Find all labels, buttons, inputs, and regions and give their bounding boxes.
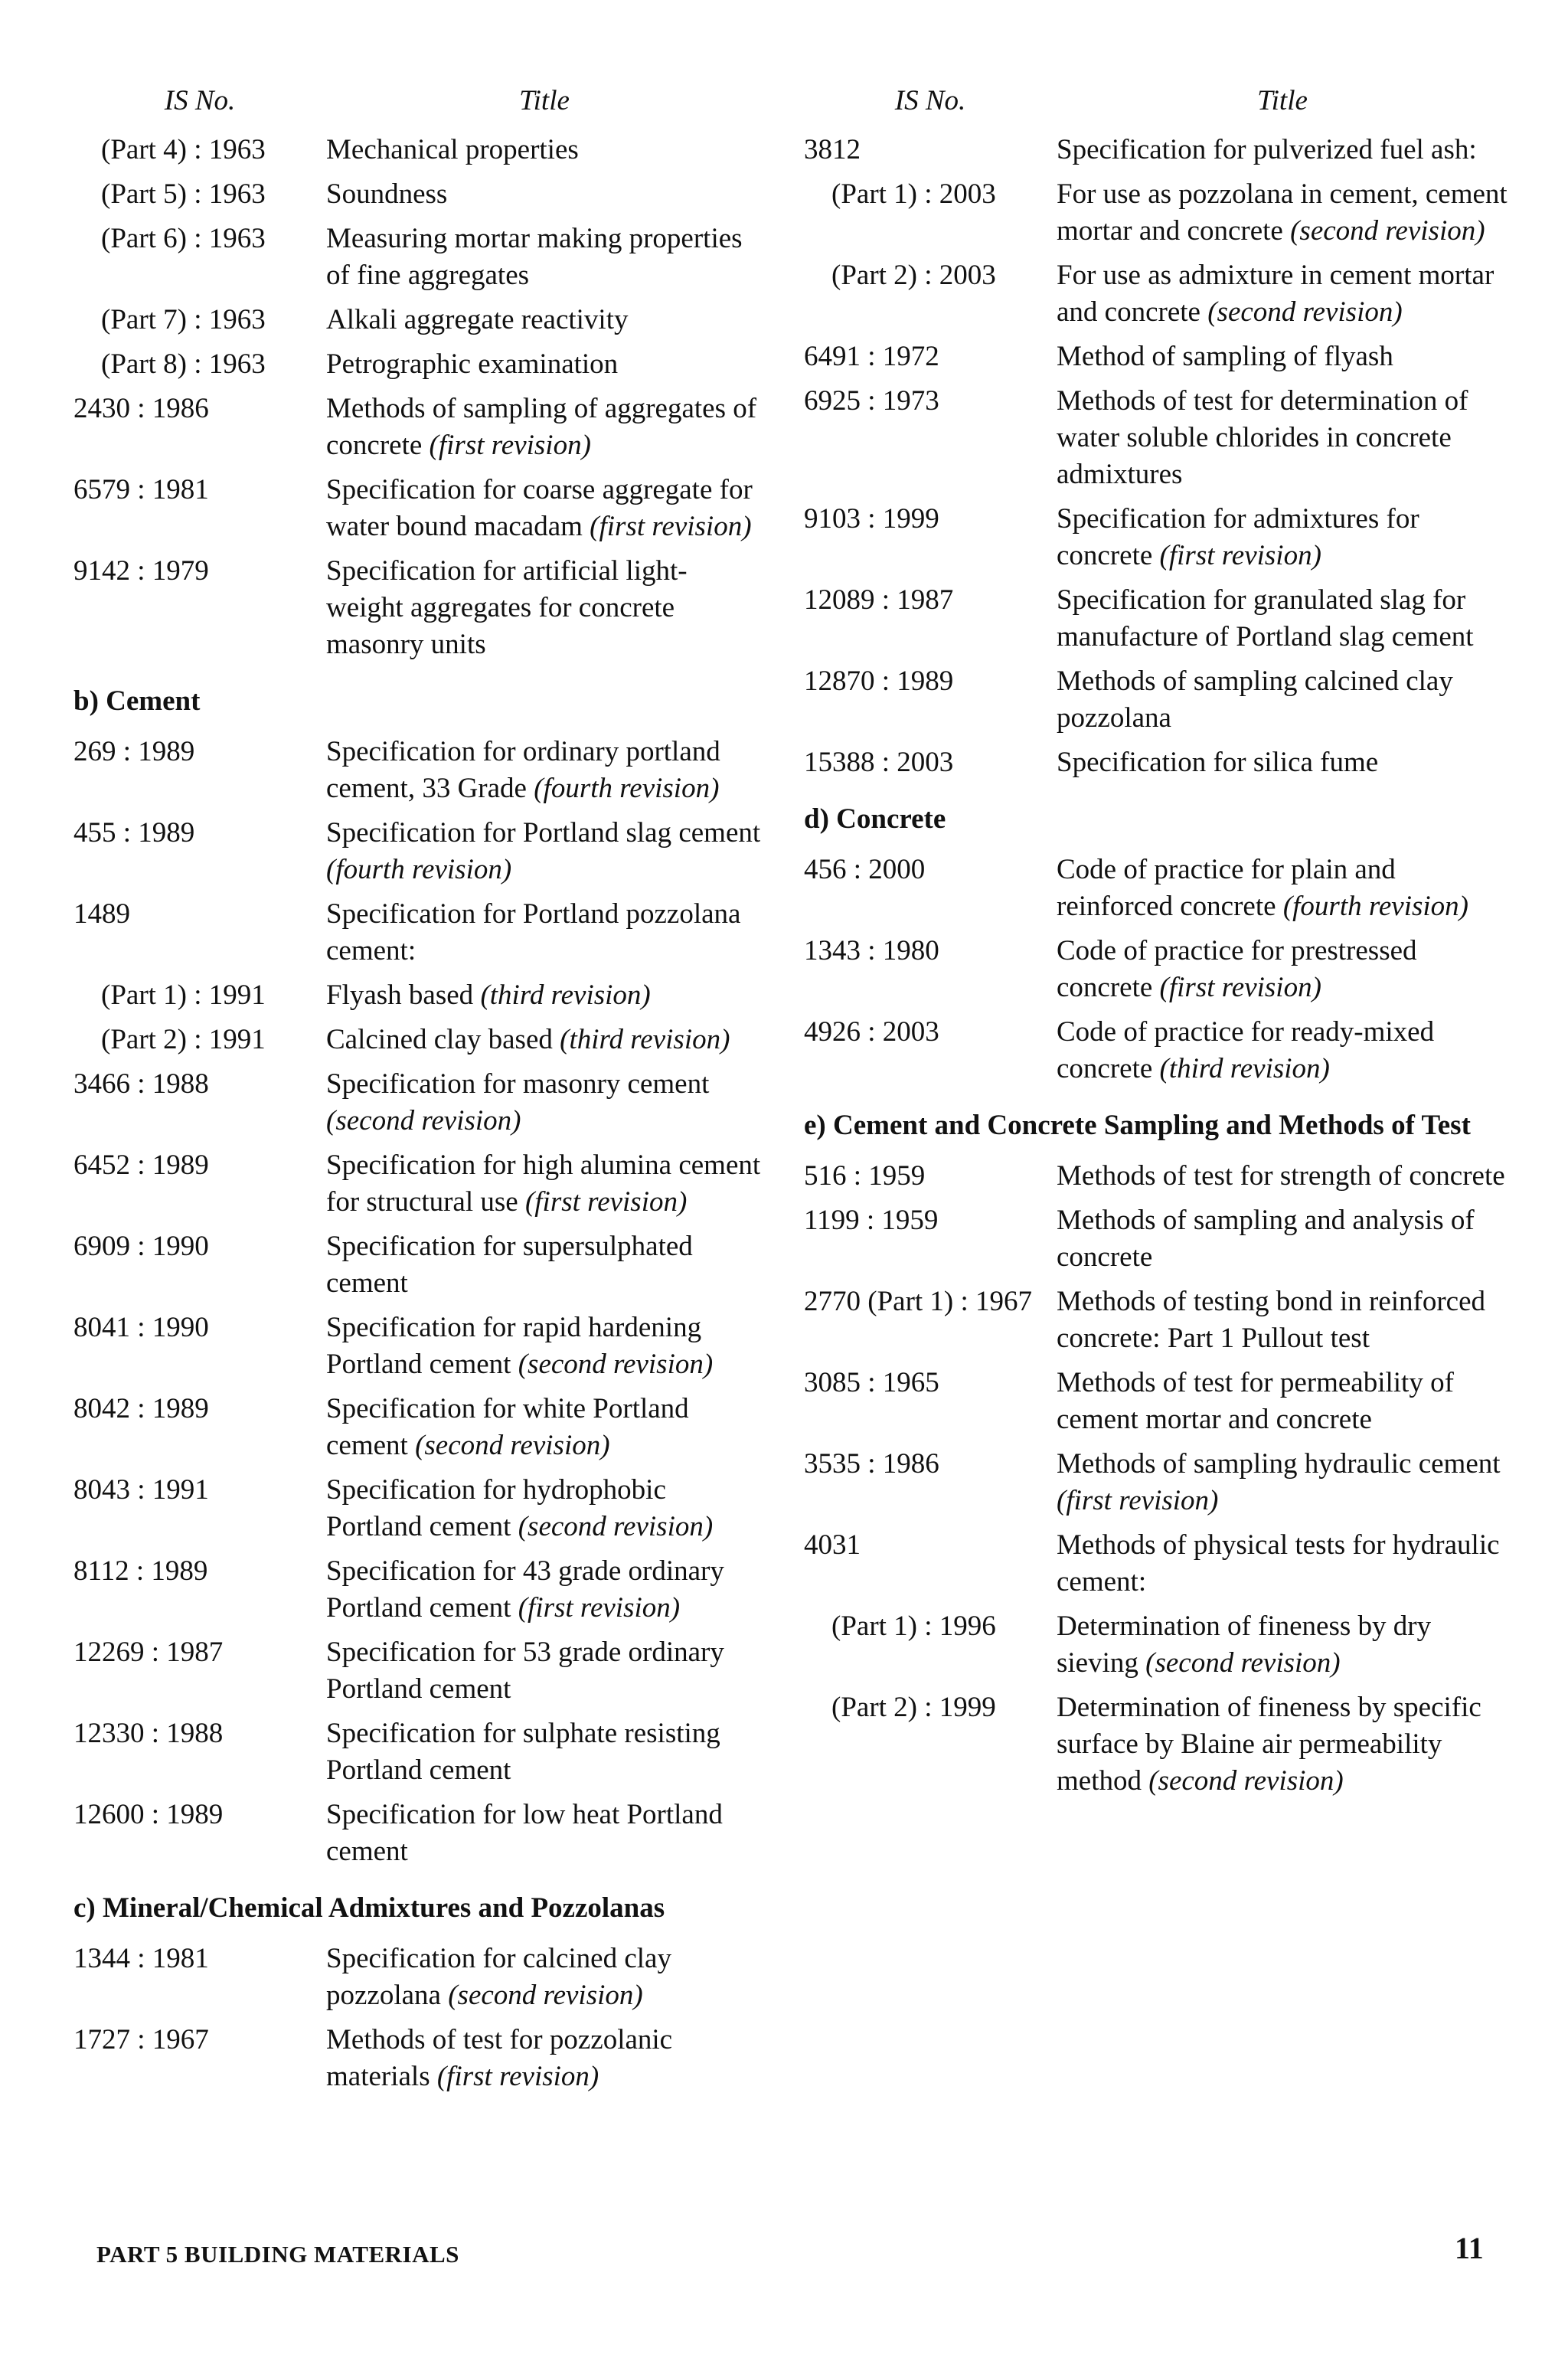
left-standards-list xyxy=(74,132,763,2095)
is-number: 456 : 2000 xyxy=(804,854,926,885)
is-number: 8043 : 1991 xyxy=(74,1474,209,1506)
title-text: Specification for admixtures for concrete xyxy=(1057,503,1419,571)
standard-title xyxy=(1057,744,1508,781)
revision-note: (third revision) xyxy=(1159,1053,1330,1084)
title-text: Specification for 53 grade ordinary Portland cement xyxy=(326,1637,724,1705)
standard-title xyxy=(326,553,763,663)
title-header: Title xyxy=(1257,85,1308,116)
standard-row xyxy=(74,1310,763,1383)
is-number: 6925 : 1973 xyxy=(804,385,939,417)
is-number: 6491 : 1972 xyxy=(804,341,939,372)
is-number: 8041 : 1990 xyxy=(74,1312,209,1343)
standard-title xyxy=(1057,257,1508,331)
standard-row xyxy=(74,1553,763,1627)
title-text: Specification for rapid hardening Portland cement xyxy=(326,1312,702,1380)
standard-row xyxy=(74,1228,763,1302)
title-text: Alkali aggregate reactivity xyxy=(326,304,629,335)
title-text: Code of practice for plain and reinforced concrete xyxy=(1057,854,1396,922)
standard-title xyxy=(1057,663,1508,737)
revision-note: (second revision) xyxy=(326,1105,521,1136)
title-header: Title xyxy=(519,85,570,116)
is-number: (Part 6) : 1963 xyxy=(101,223,266,254)
is-number: 516 : 1959 xyxy=(804,1160,926,1192)
standard-row xyxy=(74,1391,763,1464)
standard-row xyxy=(74,302,763,338)
title-text: Specification for Portland slag cement xyxy=(326,817,761,849)
is-number: 12089 : 1987 xyxy=(804,584,954,616)
is-number: 2770 (Part 1) : 1967 xyxy=(804,1286,1033,1317)
standard-title xyxy=(326,1553,763,1627)
standard-title xyxy=(326,815,763,888)
left-column-header xyxy=(74,83,763,119)
standard-row xyxy=(804,132,1508,168)
standard-title xyxy=(326,977,763,1014)
standard-row xyxy=(74,1941,763,2014)
standard-row xyxy=(74,2022,763,2095)
revision-note: (second revision) xyxy=(415,1430,610,1461)
revision-note: (first revision) xyxy=(590,511,752,542)
title-text: Methods of sampling of aggregates of concrete xyxy=(326,393,757,461)
standard-title xyxy=(326,1022,763,1058)
standard-title xyxy=(1057,1158,1508,1195)
standard-row xyxy=(804,176,1508,250)
title-text: Methods of test for strength of concrete xyxy=(1057,1160,1505,1192)
section-heading: e) Cement and Concrete Sampling and Methods of Test xyxy=(804,1110,1471,1141)
title-text: Specification for silica fume xyxy=(1057,747,1379,778)
standard-row xyxy=(804,1446,1508,1519)
standard-title xyxy=(326,1941,763,2014)
standard-row xyxy=(804,933,1508,1006)
is-number: 455 : 1989 xyxy=(74,817,195,849)
title-text: Specification for masonry cement xyxy=(326,1068,710,1100)
standard-title xyxy=(1057,1446,1508,1519)
revision-note: (first revision) xyxy=(524,1186,688,1218)
standard-title xyxy=(326,734,763,807)
is-number: 1344 : 1981 xyxy=(74,1943,209,1974)
is-number: (Part 1) : 2003 xyxy=(831,178,996,210)
is-number: 9142 : 1979 xyxy=(74,555,209,587)
is-number: (Part 8) : 1963 xyxy=(101,348,266,380)
revision-note: (first revision) xyxy=(436,2061,599,2092)
revision-note: (second revision) xyxy=(448,1980,643,2011)
standard-row xyxy=(74,346,763,383)
standard-title xyxy=(326,472,763,545)
title-text: Methods of test for permeability of cement mortar and concrete xyxy=(1057,1367,1454,1435)
standard-title xyxy=(1057,1202,1508,1276)
standard-title xyxy=(326,346,763,383)
standard-title xyxy=(326,132,763,168)
title-text: Specification for Portland pozzolana cement: xyxy=(326,898,741,966)
standard-title xyxy=(1057,933,1508,1006)
is-number: (Part 1) : 1996 xyxy=(831,1611,996,1642)
title-text: Specification for pulverized fuel ash: xyxy=(1057,134,1477,165)
title-text: For use as admixture in cement mortar and concrete xyxy=(1057,260,1494,328)
title-text: Specification for coarse aggregate for water bound macadam xyxy=(326,474,753,542)
title-text: Methods of sampling calcined clay pozzolana xyxy=(1057,665,1453,734)
standard-title xyxy=(326,1066,763,1140)
title-text: Specification for sulphate resisting Portland cement xyxy=(326,1718,720,1786)
title-text: Methods of sampling hydraulic cement xyxy=(1057,1448,1501,1480)
standard-title xyxy=(326,176,763,213)
standard-title xyxy=(326,302,763,338)
is-number: (Part 5) : 1963 xyxy=(101,178,266,210)
standard-title xyxy=(1057,1527,1508,1601)
standard-row xyxy=(804,663,1508,737)
revision-note: (fourth revision) xyxy=(1282,891,1468,922)
title-text: Specification for supersulphated cement xyxy=(326,1231,693,1299)
title-text: For use as pozzolana in cement, cement mortar and concrete xyxy=(1057,178,1508,247)
standard-title xyxy=(1057,1365,1508,1438)
standard-row xyxy=(804,744,1508,781)
section-heading: b) Cement xyxy=(74,685,201,717)
revision-note: (first revision) xyxy=(1159,972,1321,1003)
title-text: Specification for calcined clay pozzolana xyxy=(326,1943,671,2011)
standard-row xyxy=(74,472,763,545)
is-number: 12870 : 1989 xyxy=(804,665,954,697)
standard-title xyxy=(1057,501,1508,574)
standard-row xyxy=(74,734,763,807)
right-standards-list xyxy=(804,132,1508,1800)
standard-title xyxy=(326,1715,763,1789)
standard-row xyxy=(804,1365,1508,1438)
title-text: Specification for white Portland cement xyxy=(326,1393,689,1461)
running-footer: PART 5 BUILDING MATERIALS xyxy=(96,2241,459,2268)
standard-row xyxy=(74,1634,763,1708)
standard-row xyxy=(804,338,1508,375)
is-number: 3466 : 1988 xyxy=(74,1068,209,1100)
page-number: 11 xyxy=(1455,2231,1484,2265)
is-number: 6909 : 1990 xyxy=(74,1231,209,1262)
standard-row xyxy=(74,132,763,168)
is-number: 8042 : 1989 xyxy=(74,1393,209,1424)
is-number: (Part 4) : 1963 xyxy=(101,134,266,165)
standard-title xyxy=(326,1228,763,1302)
title-text: Methods of test for determination of water soluble chlorides in concrete admixtures xyxy=(1057,385,1468,490)
is-number: 6452 : 1989 xyxy=(74,1149,209,1181)
standard-row xyxy=(804,1689,1508,1800)
is-number: (Part 7) : 1963 xyxy=(101,304,266,335)
standard-row xyxy=(74,1066,763,1140)
standard-title xyxy=(1057,338,1508,375)
standard-row xyxy=(74,1715,763,1789)
standard-title xyxy=(326,1634,763,1708)
title-text: Code of practice for ready-mixed concrete xyxy=(1057,1016,1435,1084)
section-heading: c) Mineral/Chemical Admixtures and Pozzolanas xyxy=(74,1892,665,1924)
standard-row xyxy=(74,221,763,294)
is-number: 1489 xyxy=(74,898,130,930)
revision-note: (first revision) xyxy=(1057,1485,1219,1516)
right-column xyxy=(804,83,1508,1807)
standard-title xyxy=(1057,1689,1508,1800)
is-number: (Part 2) : 1991 xyxy=(101,1024,266,1055)
standard-title xyxy=(326,896,763,970)
is-number: (Part 2) : 1999 xyxy=(831,1692,996,1723)
is-number: 269 : 1989 xyxy=(74,736,195,767)
is-number: 9103 : 1999 xyxy=(804,503,939,535)
is-number: 8112 : 1989 xyxy=(74,1555,208,1587)
is-number: 12269 : 1987 xyxy=(74,1637,224,1668)
standard-title xyxy=(1057,1608,1508,1682)
standard-row xyxy=(804,1284,1508,1357)
title-text: Method of sampling of flyash xyxy=(1057,341,1393,372)
revision-note: (second revision) xyxy=(1290,215,1485,247)
standard-row xyxy=(74,1797,763,1870)
standard-title xyxy=(326,2022,763,2095)
is-number: 3535 : 1986 xyxy=(804,1448,939,1480)
is-number: 6579 : 1981 xyxy=(74,474,209,505)
is-number: 2430 : 1986 xyxy=(74,393,209,424)
title-text: Soundness xyxy=(326,178,448,210)
is-no-header: IS No. xyxy=(164,85,236,116)
title-text: Measuring mortar making properties of fine aggregates xyxy=(326,223,743,291)
title-text: Specification for 43 grade ordinary Portland cement xyxy=(326,1555,724,1624)
is-number: 1343 : 1980 xyxy=(804,935,939,966)
standard-row xyxy=(74,553,763,663)
is-number: 4031 xyxy=(804,1529,861,1561)
standard-row xyxy=(804,1202,1508,1276)
title-text: Specification for artificial light-weight aggregates for concrete masonry units xyxy=(326,555,688,660)
standard-row xyxy=(74,1147,763,1221)
standard-title xyxy=(326,1472,763,1545)
standard-row xyxy=(804,582,1508,656)
title-text: Methods of testing bond in reinforced concrete: Part 1 Pullout test xyxy=(1057,1286,1486,1354)
revision-note: (first revision) xyxy=(518,1592,681,1624)
standard-title xyxy=(1057,582,1508,656)
left-column xyxy=(74,83,763,2103)
standard-title xyxy=(326,1147,763,1221)
standard-title xyxy=(1057,1014,1508,1087)
revision-note: (second revision) xyxy=(1207,296,1403,328)
standard-row xyxy=(74,977,763,1014)
standard-row xyxy=(804,1158,1508,1195)
standard-row xyxy=(74,815,763,888)
standard-title xyxy=(326,221,763,294)
standard-row xyxy=(804,852,1508,925)
right-column-header xyxy=(804,83,1508,119)
title-text: Specification for hydrophobic Portland cement xyxy=(326,1474,666,1542)
is-number: 12600 : 1989 xyxy=(74,1799,224,1830)
standard-row xyxy=(74,176,763,213)
is-number: 1199 : 1959 xyxy=(804,1205,939,1236)
title-text: Methods of physical tests for hydraulic cement: xyxy=(1057,1529,1500,1597)
is-number: 3085 : 1965 xyxy=(804,1367,939,1398)
standard-title xyxy=(1057,132,1508,168)
standard-title xyxy=(326,1391,763,1464)
title-text: Calcined clay based xyxy=(326,1024,553,1055)
revision-note: (fourth revision) xyxy=(326,854,512,885)
standard-title xyxy=(326,1797,763,1870)
revision-note: (second revision) xyxy=(518,1511,714,1542)
standard-row xyxy=(74,391,763,464)
title-text: Mechanical properties xyxy=(326,134,579,165)
revision-note: (fourth revision) xyxy=(534,773,720,804)
revision-note: (first revision) xyxy=(429,430,591,461)
title-text: Determination of fineness by dry sieving xyxy=(1057,1611,1432,1679)
standard-row xyxy=(804,501,1508,574)
revision-note: (first revision) xyxy=(1159,540,1321,571)
title-text: Methods of sampling and analysis of concrete xyxy=(1057,1205,1475,1273)
standard-title xyxy=(1057,1284,1508,1357)
title-text: Code of practice for prestressed concrete xyxy=(1057,935,1417,1003)
title-text: Specification for low heat Portland cement xyxy=(326,1799,723,1867)
standard-row xyxy=(74,1472,763,1545)
revision-note: (second revision) xyxy=(1148,1765,1344,1797)
standard-title xyxy=(326,391,763,464)
standard-row xyxy=(804,1527,1508,1601)
title-text: Determination of fineness by specific surface by Blaine air permeability method xyxy=(1057,1692,1481,1797)
title-text: Methods of test for pozzolanic materials xyxy=(326,2024,673,2092)
title-text: Specification for high alumina cement for structural use xyxy=(326,1149,761,1218)
standard-title xyxy=(1057,852,1508,925)
section-heading: d) Concrete xyxy=(804,803,946,835)
standard-row xyxy=(804,1608,1508,1682)
title-text: Flyash based xyxy=(326,979,474,1011)
standard-row xyxy=(74,896,763,970)
standard-row xyxy=(804,383,1508,493)
is-number: (Part 2) : 2003 xyxy=(831,260,996,291)
revision-note: (second revision) xyxy=(1145,1647,1341,1679)
is-number: (Part 1) : 1991 xyxy=(101,979,266,1011)
standard-row xyxy=(804,257,1508,331)
revision-note: (third revision) xyxy=(560,1024,730,1055)
is-number: 12330 : 1988 xyxy=(74,1718,224,1749)
standard-row xyxy=(804,1014,1508,1087)
title-text: Petrographic examination xyxy=(326,348,619,380)
revision-note: (third revision) xyxy=(480,979,651,1011)
revision-note: (second revision) xyxy=(518,1349,714,1380)
standard-title xyxy=(1057,176,1508,250)
is-number: 3812 xyxy=(804,134,861,165)
is-no-header: IS No. xyxy=(894,85,966,116)
is-number: 1727 : 1967 xyxy=(74,2024,209,2055)
standard-title xyxy=(1057,383,1508,493)
is-number: 4926 : 2003 xyxy=(804,1016,939,1048)
is-number: 15388 : 2003 xyxy=(804,747,954,778)
title-text: Specification for ordinary portland cement, 33 Grade xyxy=(326,736,720,804)
standard-title xyxy=(326,1310,763,1383)
standard-row xyxy=(74,1022,763,1058)
title-text: Specification for granulated slag for manufacture of Portland slag cement xyxy=(1057,584,1474,652)
